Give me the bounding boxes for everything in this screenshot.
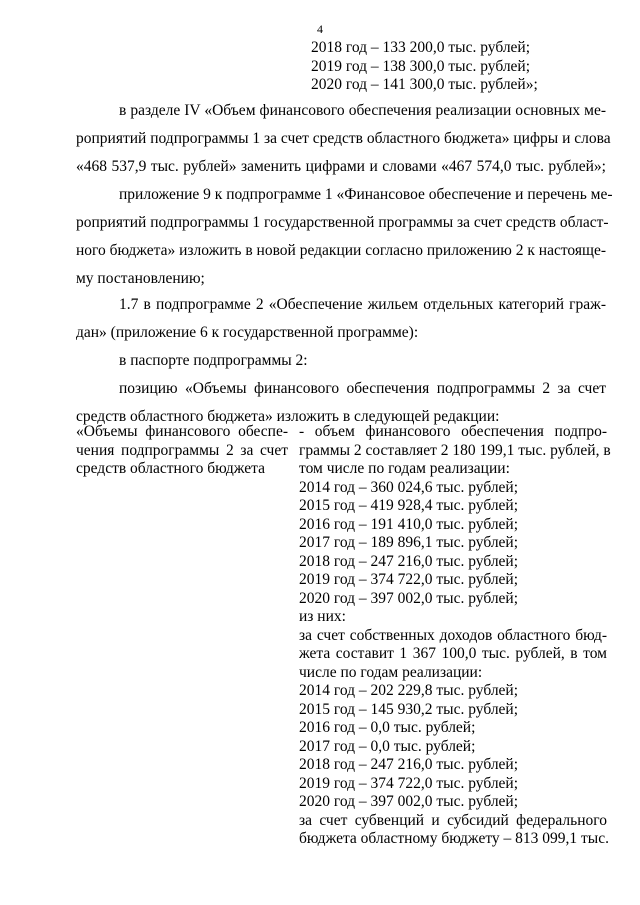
- table-cell-line: том числе по годам реализации:: [299, 460, 510, 477]
- year-line: 2018 год – 133 200,0 тыс. рублей;: [311, 39, 531, 56]
- top-years-list: [311, 39, 538, 95]
- text-line: ного бюджета» изложить в новой редакции согласно приложению 2 к настояще-: [76, 242, 606, 259]
- table-cell-line: 2014 год – 360 024,6 тыс. рублей;: [299, 478, 519, 496]
- table-cell-line: средств областного бюджета: [76, 460, 265, 477]
- paragraph-section-iv: [76, 97, 611, 181]
- text-line: дан» (приложение 6 к государственной программе):: [76, 324, 419, 341]
- table-cell-line: жета составит 1 367 100,0 тыс. рублей, в том: [299, 645, 607, 662]
- table-cell-line: 2017 год – 0,0 тыс. рублей;: [299, 737, 476, 755]
- table-cell-line: из них:: [299, 608, 346, 625]
- table-cell-line: чения подпрограммы 2 за счет: [76, 441, 288, 459]
- table-cell-line: 2019 год – 374 722,0 тыс. рублей;: [299, 774, 519, 792]
- table-right-column: [299, 423, 611, 849]
- text-line: роприятий подпрограммы 1 за счет средств областного бюджета» цифры и слова: [76, 130, 611, 147]
- text-line: «468 537,9 тыс. рублей» заменить цифрами и словами «467 574,0 тыс. рублей»;: [76, 158, 606, 175]
- text-line: му постановлению;: [76, 270, 205, 287]
- text-line: приложение 9 к подпрограмме 1 «Финансовое обеспечение и перечень ме-: [119, 186, 613, 203]
- page-number: 4: [317, 22, 323, 36]
- table-cell-line: «Объемы финансового обеспе-: [76, 423, 288, 440]
- table-cell-line: 2020 год – 397 002,0 тыс. рублей;: [299, 793, 519, 810]
- paragraph-subprogram-2: [76, 291, 606, 347]
- paragraph-passport: [76, 347, 606, 375]
- year-line: 2019 год – 138 300,0 тыс. рублей;: [311, 57, 531, 75]
- table-cell-line: 2016 год – 0,0 тыс. рублей;: [299, 719, 476, 736]
- table-cell-line: за счет собственных доходов областного бюд-: [299, 626, 607, 644]
- table-cell-line: за счет субвенций и субсидий федерального: [299, 811, 607, 829]
- paragraph-appendix-9: [76, 181, 613, 293]
- table-cell-line: 2019 год – 374 722,0 тыс. рублей;: [299, 571, 519, 588]
- table-cell-line: 2015 год – 419 928,4 тыс. рублей;: [299, 497, 519, 514]
- table-cell-line: 2020 год – 397 002,0 тыс. рублей;: [299, 589, 519, 607]
- text-line: роприятий подпрограммы 1 государственной программы за счет средств област-: [76, 214, 609, 231]
- text-line: в паспорте подпрограммы 2:: [119, 352, 308, 369]
- year-line: 2020 год – 141 300,0 тыс. рублей»;: [311, 76, 538, 93]
- table-cell-line: 2018 год – 247 216,0 тыс. рублей;: [299, 756, 519, 773]
- table-cell-line: 2014 год – 202 229,8 тыс. рублей;: [299, 682, 519, 699]
- table-cell-line: 2017 год – 189 896,1 тыс. рублей;: [299, 534, 519, 551]
- table-cell-line: 2015 год – 145 930,2 тыс. рублей;: [299, 700, 519, 718]
- table-cell-line: 2016 год – 191 410,0 тыс. рублей;: [299, 515, 519, 533]
- table-cell-line: - объем финансового обеспечения подпро-: [299, 423, 607, 440]
- table-cell-line: числе по годам реализации:: [299, 663, 483, 681]
- text-line: 1.7 в подпрограмме 2 «Обеспечение жильем отдельных категорий граж-: [119, 296, 606, 313]
- table-cell-line: бюджета областному бюджету – 813 099,1 тыс.: [299, 830, 609, 847]
- table-left-column: [76, 423, 288, 479]
- text-line: в разделе IV «Объем финансового обеспечения реализации основных ме-: [119, 102, 606, 119]
- table-cell-line: граммы 2 составляет 2 180 199,1 тыс. рублей, в: [299, 441, 611, 459]
- text-line: позицию «Объемы финансового обеспечения подпрограммы 2 за счет: [119, 380, 606, 397]
- table-cell-line: 2018 год – 247 216,0 тыс. рублей;: [299, 552, 519, 570]
- text-line: средств областного бюджета» изложить в следующей редакции:: [76, 408, 500, 425]
